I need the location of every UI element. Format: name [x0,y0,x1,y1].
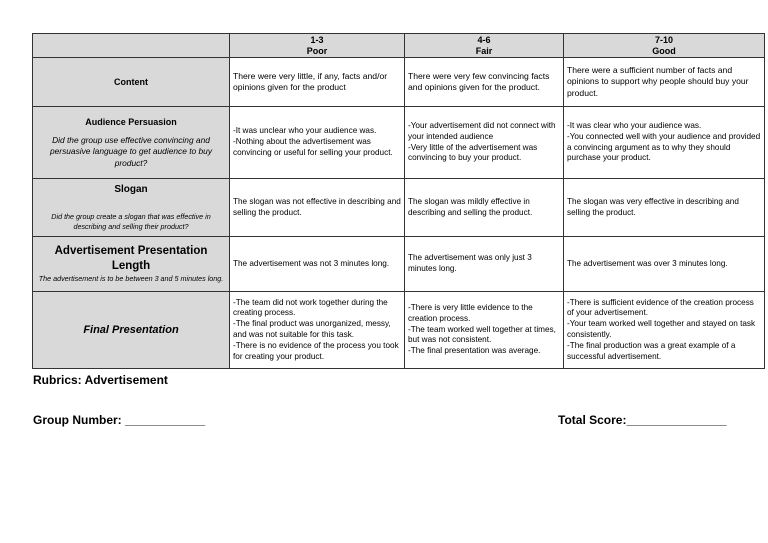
rubric-table [32,33,765,369]
cell-poor: -It was unclear who your audience was. -Nothing about the advertisement was convincing or useful for selling your product. [230,107,405,179]
cell-poor: The advertisement was not 3 minutes long. [230,237,405,292]
cell-poor: The slogan was not effective in describing and selling the product. [230,179,405,237]
cell-good: -It was clear who your audience was. -You connected well with your audience and provided a convincing argument as to why they should purchase your product. [564,107,765,179]
criterion-slogan [33,179,230,237]
criterion-final-presentation [33,292,230,369]
cell-good: The advertisement was over 3 minutes long. [564,237,765,292]
criterion-title: Slogan [114,184,148,196]
criterion-presentation-length [33,237,230,292]
cell-good: -There is sufficient evidence of the creation process of your advertisement. -Your team worked well together and stayed on task consistently. -The final production was a great example of a successful advertisement. [564,292,765,369]
criterion-audience-persuasion [33,107,230,179]
column-header-poor [230,34,405,58]
cell-fair: -There is very little evidence to the creation process. -The team worked well together at times, but was not consistent. -The final presentation was average. [405,292,564,369]
criterion-title: Final Presentation [83,323,179,336]
column-label: Fair [475,45,493,56]
cell-good: There were a sufficient number of facts and opinions to support why people should buy your product. [564,58,765,107]
header-row [33,34,765,58]
table-row [33,179,765,237]
rubric-caption: Rubrics: Advertisement [33,373,168,387]
corner-cell [33,34,230,58]
cell-fair: -Your advertisement did not connect with your intended audience -Very little of the advertisement was convincing to buy your product. [405,107,564,179]
criterion-content [33,58,230,107]
criterion-question: The advertisement is to be between 3 and 5 minutes long. [38,274,224,284]
table-row [33,58,765,107]
cell-poor: There were very little, if any, facts and/or opinions given for the product [230,58,405,107]
cell-fair: There were very few convincing facts and opinions given for the product. [405,58,564,107]
column-header-fair [405,34,564,58]
criterion-title: Advertisement Presentation Length [54,245,208,273]
criterion-title: Audience Persuasion [85,116,177,127]
criterion-question: Did the group create a slogan that was effective in describing and selling their product? [51,212,211,231]
total-score-field: Total Score:_______________ [558,413,727,427]
group-number-field: Group Number: ____________ [33,413,206,427]
table-row [33,292,765,369]
cell-fair: The slogan was mildly effective in describing and selling the product. [405,179,564,237]
column-range: 1-3 [310,34,324,45]
column-header-good [564,34,765,58]
table-row [33,107,765,179]
column-label: Poor [306,45,328,56]
cell-fair: The advertisement was only just 3 minutes long. [405,237,564,292]
column-label: Good [652,45,676,56]
column-range: 7-10 [654,34,673,45]
column-range: 4-6 [477,34,491,45]
table-row [33,237,765,292]
criterion-title: Content [114,76,148,87]
cell-poor: -The team did not work together during the creating process. -The final product was unorganized, messy, and was not suitable for this task. -There is no evidence of the process you took for creating your product. [230,292,405,369]
cell-good: The slogan was very effective in describing and selling the product. [564,179,765,237]
criterion-question: Did the group use effective convincing and persuasive language to get audience to buy product? [49,134,213,168]
